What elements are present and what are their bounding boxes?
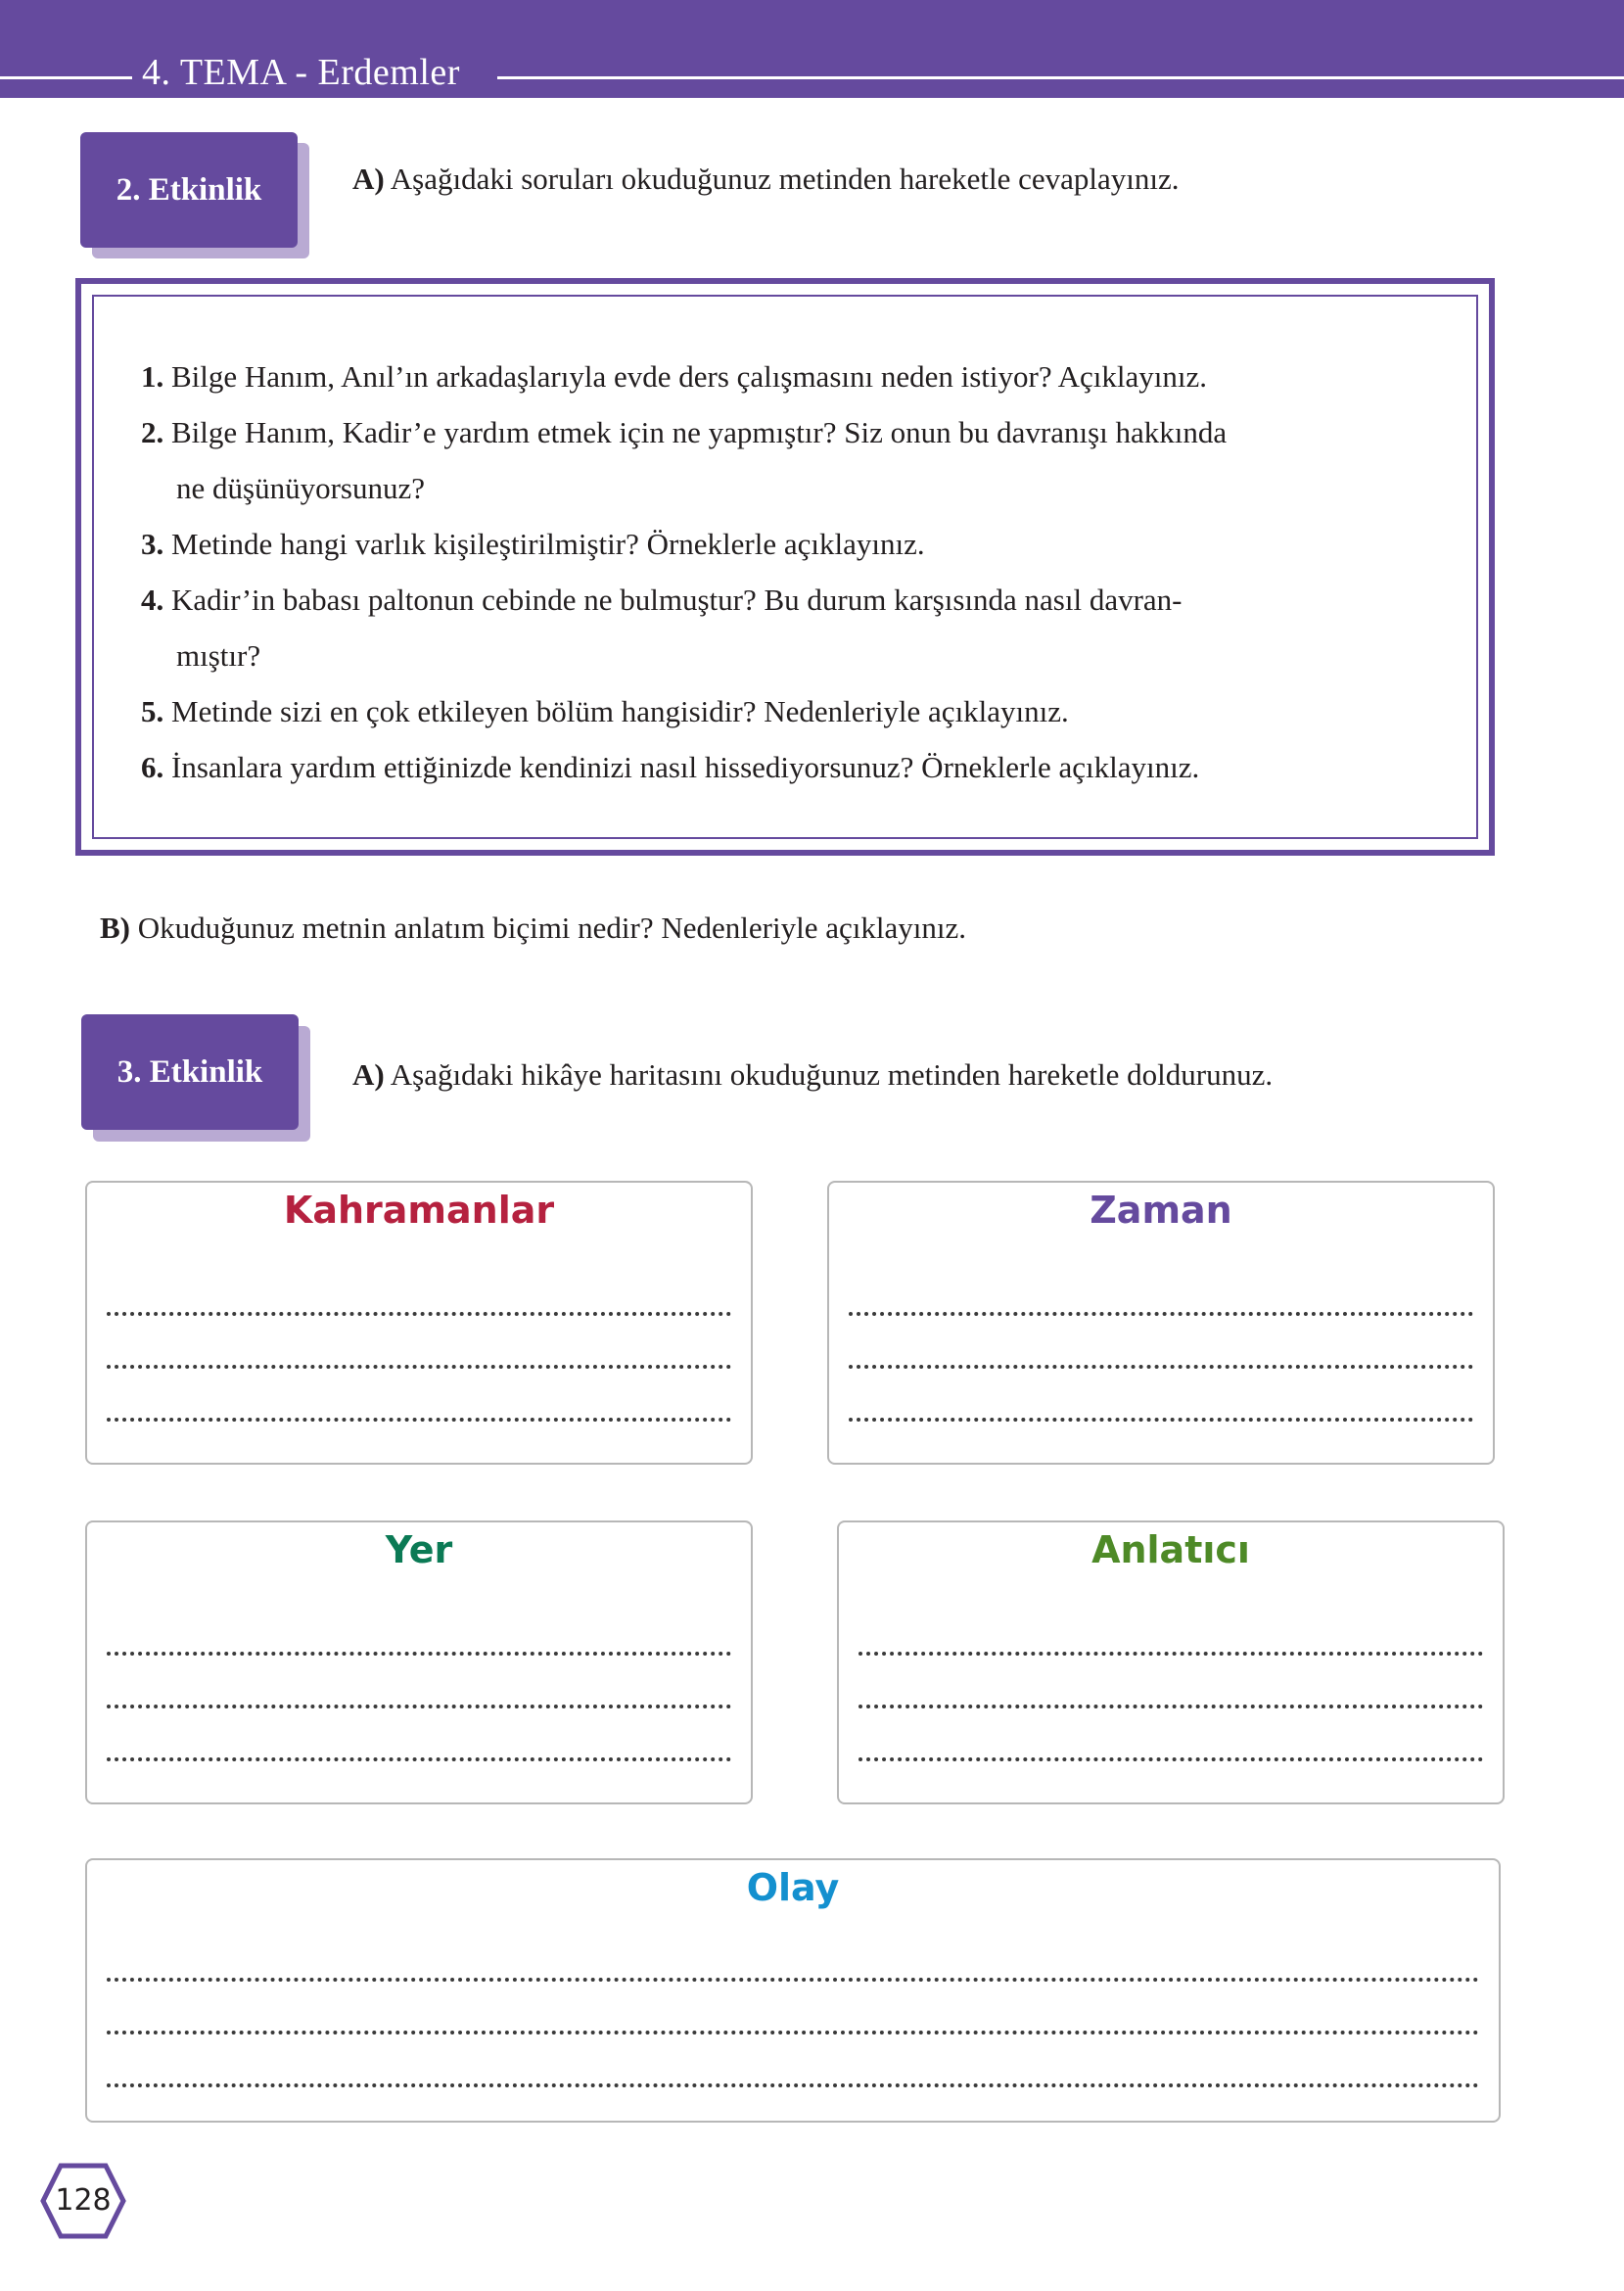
answer-line[interactable] <box>107 1978 1479 1982</box>
instruction-letter: A) <box>352 1057 385 1092</box>
activity3-instruction <box>352 1057 1273 1093</box>
question-1: 1. Bilge Hanım, Anıl’ın arkadaşlarıyla evde ders çalışmasını neden istiyor? Açıklayınız. <box>141 359 1208 394</box>
answer-line[interactable] <box>107 1312 731 1316</box>
answer-line[interactable] <box>849 1365 1473 1369</box>
question-4: 4. Kadir’in babası paltonun cebinde ne bulmuştur? Bu durum karşısında nasıl davran- <box>141 583 1183 617</box>
answer-line[interactable] <box>107 1418 731 1422</box>
activity2-instruction <box>352 162 1180 197</box>
question-5: 5. Metinde sizi en çok etkileyen bölüm hangisidir? Nedenleriyle açıklayınız. <box>141 694 1069 728</box>
part-b-question <box>100 911 966 946</box>
answer-line[interactable] <box>849 1312 1473 1316</box>
kahramanlar-title: Kahramanlar <box>283 1189 555 1232</box>
question-3: 3. Metinde hangi varlık kişileştirilmiştir? Örneklerle açıklayınız. <box>141 527 925 561</box>
answer-line[interactable] <box>849 1418 1473 1422</box>
theme-title: 4. TEMA - Erdemler <box>142 52 460 93</box>
story-map-yer <box>85 1520 753 1804</box>
question-2-continuation: ne düşünüyorsunuz? <box>176 471 425 505</box>
answer-line[interactable] <box>858 1705 1483 1708</box>
answer-line[interactable] <box>107 2083 1479 2087</box>
part-b-letter: B) <box>100 911 130 945</box>
zaman-title: Zaman <box>1090 1189 1232 1232</box>
instruction-text: Aşağıdaki soruları okuduğunuz metinden hareketle cevaplayınız. <box>390 162 1180 196</box>
activity2-badge: 2. Etkinlik <box>80 132 298 248</box>
instruction-letter: A) <box>352 162 385 196</box>
part-b-text: Okuduğunuz metnin anlatım biçimi nedir? Nedenleriyle açıklayınız. <box>137 911 966 945</box>
page-number-badge <box>39 2162 127 2240</box>
question-6: 6. İnsanlara yardım ettiğinizde kendinizi nasıl hissediyorsunuz? Örneklerle açıklayınız. <box>141 750 1200 784</box>
olay-title: Olay <box>746 1866 840 1909</box>
header-rule-right <box>497 76 1624 79</box>
header-rule-left <box>0 76 132 79</box>
question-2: 2. Bilge Hanım, Kadir’e yardım etmek için ne yapmıştır? Siz onun bu davranışı hakkında <box>141 415 1228 449</box>
activity3-badge: 3. Etkinlik <box>81 1014 299 1130</box>
answer-line[interactable] <box>107 1652 731 1656</box>
anlatici-title: Anlatıcı <box>1091 1528 1250 1571</box>
instruction-text: Aşağıdaki hikâye haritasını okuduğunuz metinden hareketle doldurunuz. <box>390 1057 1274 1092</box>
story-map-kahramanlar <box>85 1181 753 1465</box>
answer-line[interactable] <box>107 1365 731 1369</box>
page-number: 128 <box>55 2183 112 2218</box>
answer-line[interactable] <box>107 2031 1479 2034</box>
answer-line[interactable] <box>107 1757 731 1761</box>
question-4-continuation: mıştır? <box>176 638 261 673</box>
answer-line[interactable] <box>107 1705 731 1708</box>
story-map-olay <box>85 1858 1501 2123</box>
yer-title: Yer <box>385 1528 453 1571</box>
story-map-zaman <box>827 1181 1495 1465</box>
story-map-anlatici <box>837 1520 1505 1804</box>
answer-line[interactable] <box>858 1757 1483 1761</box>
answer-line[interactable] <box>858 1652 1483 1656</box>
